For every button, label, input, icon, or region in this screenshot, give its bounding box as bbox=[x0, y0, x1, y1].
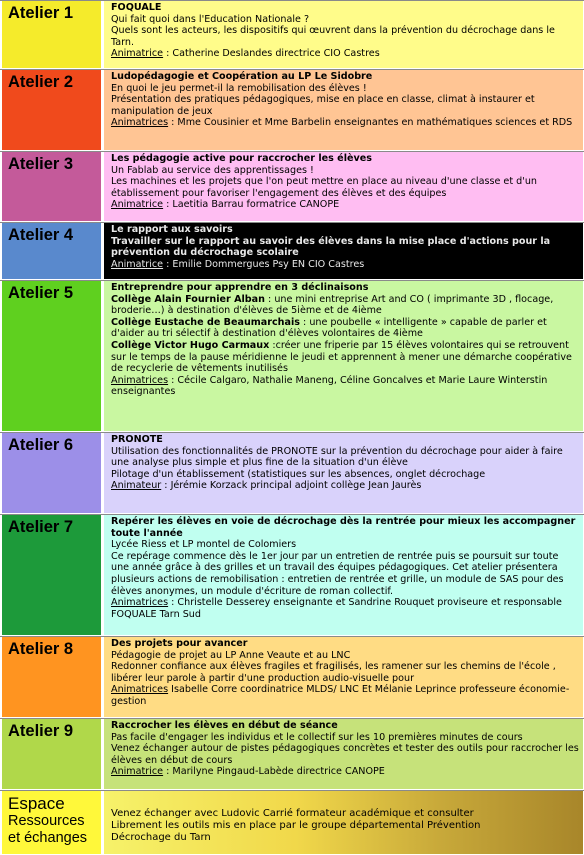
espace-label-line-1: Espace bbox=[8, 794, 65, 813]
espace-line-1: Venez échanger avec Ludovic Carrié formateur académique et consulter bbox=[111, 808, 474, 819]
row-separator bbox=[0, 636, 584, 637]
atelier-2-label: Atelier 2 bbox=[2, 70, 102, 150]
atelier-4-label: Atelier 4 bbox=[2, 223, 102, 279]
atelier-9-line-1: Pas facile d'engager les individus et le collectif sur les 10 premières minutes de cours bbox=[111, 731, 523, 743]
atelier-3-animator-text: : Laetitia Barrau formatrice CANOPE bbox=[163, 199, 340, 211]
atelier-2-line-2: Présentation des pratiques pédagogiques, mise en place en classe, climat à instaurer et manipulation de jeux bbox=[111, 94, 535, 117]
atelier-7-row bbox=[0, 514, 584, 636]
row-separator bbox=[0, 790, 584, 791]
atelier-3-line-1: Un Fablab au service des apprentissages ! bbox=[111, 164, 314, 176]
row-separator bbox=[0, 0, 584, 1]
espace-label-line-2: Ressources bbox=[8, 813, 85, 829]
atelier-8-content bbox=[104, 637, 583, 717]
atelier-7-line-1: Lycée Riess et LP montel de Colomiers bbox=[111, 539, 297, 551]
row-separator bbox=[0, 432, 584, 433]
atelier-7-label: Atelier 7 bbox=[2, 515, 102, 635]
atelier-9-line-2: Venez échanger autour de pistes pédagogiques concrètes et tester des outils pour raccrocher les élèves en début de cours bbox=[111, 743, 579, 766]
atelier-4-title: Le rapport aux savoirs bbox=[111, 224, 233, 235]
atelier-5-school-3-name: Collège Victor Hugo Carmaux bbox=[111, 339, 270, 351]
atelier-9-row bbox=[0, 718, 584, 790]
atelier-9-content bbox=[104, 719, 583, 789]
atelier-1-content bbox=[104, 1, 583, 68]
atelier-9-animator-text: : Marilyne Pingaud-Labède directrice CANOPE bbox=[163, 766, 385, 778]
row-separator bbox=[0, 280, 584, 281]
atelier-5-school-2-text: : une poubelle « intelligente » capable de parler et d'aider au tri sélectif à destination d'élèves volontaires de 4ième bbox=[111, 316, 547, 340]
atelier-1-animator-label: Animatrice bbox=[111, 48, 164, 60]
atelier-4-line-1: Travailler sur le rapport au savoir des élèves dans la mise place d'actions pour la prévention du décrochage scolaire bbox=[111, 235, 551, 259]
atelier-7-title: Repérer les élèves en voie de décrochage dès la rentrée pour mieux les accompagner toute l'année bbox=[111, 516, 576, 539]
atelier-1-row bbox=[0, 0, 584, 69]
atelier-2-line-1: En quoi le jeu permet-il la remobilisation des élèves ! bbox=[111, 82, 367, 94]
atelier-8-line-2: Redonner confiance aux élèves fragiles et fragilisés, les ramener sur les chemins de l'école , libérer leur parole à partir d'une production audio-visuelle pour bbox=[111, 661, 556, 684]
atelier-9-label: Atelier 9 bbox=[2, 719, 102, 789]
atelier-6-content bbox=[104, 433, 583, 513]
atelier-8-animator-label: Animatrices bbox=[111, 684, 169, 696]
atelier-2-animator-label: Animatrices bbox=[111, 117, 169, 129]
atelier-2-title: Ludopédagogie et Coopération au LP Le Sidobre bbox=[111, 71, 373, 82]
atelier-1-animator bbox=[111, 48, 579, 60]
row-separator bbox=[0, 514, 584, 515]
atelier-8-row bbox=[0, 636, 584, 718]
espace-label-line-3: et échanges bbox=[8, 830, 88, 846]
atelier-3-animator bbox=[111, 199, 579, 211]
atelier-5-animator bbox=[111, 375, 579, 398]
atelier-7-animator-label: Animatrices bbox=[111, 597, 169, 609]
espace-ressources-content bbox=[104, 791, 583, 854]
atelier-3-label: Atelier 3 bbox=[2, 152, 102, 221]
atelier-1-animator-text: : Catherine Deslandes directrice CIO Castres bbox=[163, 48, 380, 60]
atelier-2-row bbox=[0, 69, 584, 151]
atelier-5-school-1 bbox=[111, 294, 579, 317]
atelier-9-animator bbox=[111, 766, 579, 778]
atelier-2-animator-text: : Mme Cousinier et Mme Barbelin enseignantes en mathématiques sciences et RDS bbox=[168, 117, 573, 129]
atelier-3-animator-label: Animatrice bbox=[111, 199, 164, 211]
atelier-6-line-1: Utilisation des fonctionnalités de PRONOTE sur la prévention du décrochage pour aider à faire une analyse plus simple et plus fine de la situation d'un élève bbox=[111, 445, 563, 469]
atelier-2-content bbox=[104, 70, 583, 150]
atelier-3-line-2: Les machines et les projets que l'on peut mettre en place au niveau d'une classe et d'un établissement pour favoriser l'engagement des élèves et des équipes bbox=[111, 176, 538, 199]
atelier-7-animator-text: : Christelle Desserey enseignante et Sandrine Rouquet proviseure et responsable FOQUALE Tarn Sud bbox=[111, 597, 562, 620]
atelier-4-animator-label: Animatrice bbox=[111, 258, 164, 270]
row-separator bbox=[0, 718, 584, 719]
atelier-4-content bbox=[104, 223, 583, 279]
espace-ressources-row bbox=[0, 790, 584, 855]
atelier-5-school-1-name: Collège Alain Fournier Alban bbox=[111, 293, 265, 305]
atelier-5-content bbox=[104, 281, 583, 431]
atelier-5-school-3-text: :créer une friperie par 15 élèves volontaires qui se retrouvent sur le temps de la pause méridienne le jeudi et apprennent à mener une démarche coopérative de recyclerie de vêtements inutilisés bbox=[111, 339, 572, 375]
atelier-6-animator-label: Animateur bbox=[111, 480, 162, 492]
atelier-7-animator bbox=[111, 597, 579, 620]
atelier-5-school-2 bbox=[111, 317, 579, 340]
atelier-6-animator bbox=[111, 480, 579, 492]
atelier-9-title: Raccrocher les élèves en début de séance bbox=[111, 720, 338, 731]
atelier-3-row bbox=[0, 151, 584, 222]
atelier-6-animator-text: : Jérémie Korzack principal adjoint collège Jean Jaurès bbox=[161, 480, 422, 492]
atelier-6-title: PRONOTE bbox=[111, 434, 163, 445]
atelier-5-school-1-text: : une mini entreprise Art and CO ( imprimante 3D , flocage, broderie…) à destination d'élèves de 5ième et de 4ième bbox=[111, 293, 554, 317]
atelier-5-animator-text: : Cécile Calgaro, Nathalie Maneng, Céline Goncalves et Marie Laure Winterstin enseignantes bbox=[111, 374, 548, 398]
espace-ressources-label bbox=[2, 791, 102, 854]
espace-line-2: Librement les outils mis en place par le groupe départemental Prévention bbox=[111, 820, 481, 831]
atelier-8-title: Des projets pour avancer bbox=[111, 638, 248, 649]
atelier-5-school-3 bbox=[111, 340, 579, 375]
atelier-9-animator-label: Animatrice bbox=[111, 766, 164, 778]
atelier-8-animator bbox=[111, 684, 579, 707]
atelier-4-row bbox=[0, 222, 584, 280]
atelier-5-row bbox=[0, 280, 584, 432]
atelier-5-school-2-name: Collège Eustache de Beaumarchais bbox=[111, 316, 300, 328]
atelier-5-label: Atelier 5 bbox=[2, 281, 102, 431]
atelier-7-content bbox=[104, 515, 583, 635]
row-separator bbox=[0, 69, 584, 70]
atelier-8-label: Atelier 8 bbox=[2, 637, 102, 717]
atelier-4-animator-text: : Emilie Dommergues Psy EN CIO Castres bbox=[163, 258, 365, 270]
espace-line-3: Décrochage du Tarn bbox=[111, 832, 211, 843]
atelier-4-animator bbox=[111, 259, 579, 271]
atelier-6-row bbox=[0, 432, 584, 514]
atelier-1-title: FOQUALE bbox=[111, 2, 162, 13]
atelier-6-line-2: Pilotage d'un établissement (statistiques sur les absences, onglet décrochage bbox=[111, 468, 486, 480]
atelier-5-animator-label: Animatrices bbox=[111, 374, 169, 386]
atelier-2-animator bbox=[111, 117, 579, 129]
row-separator bbox=[0, 222, 584, 223]
atelier-8-line-1: Pédagogie de projet au LP Anne Veaute et au LNC bbox=[111, 649, 351, 661]
atelier-1-line-1: Qui fait quoi dans l'Education Nationale ? bbox=[111, 13, 310, 25]
atelier-1-line-2: Quels sont les acteurs, les dispositifs qui œuvrent dans la prévention du décrochage dans le Tarn. bbox=[111, 25, 555, 48]
atelier-3-title: Les pédagogie active pour raccrocher les élèves bbox=[111, 153, 372, 164]
atelier-7-line-2: Ce repérage commence dès le 1er jour par un entretien de rentrée puis se poursuit sur toute une année grâce à des grilles et un travail des équipes pédagogiques. Cet atelier présentera plusieurs actions de remobilisation : entretien de rentrée et grille, un module de SAS pour des élèves anonymes, un module d'écriture de roman collectif. bbox=[111, 550, 564, 597]
atelier-3-content bbox=[104, 152, 583, 221]
atelier-8-animator-text: Isabelle Corre coordinatrice MLDS/ LNC Et Mélanie Leprince professeure économie-gestion bbox=[111, 684, 570, 707]
row-separator bbox=[0, 151, 584, 152]
atelier-1-label: Atelier 1 bbox=[2, 1, 102, 68]
atelier-6-label: Atelier 6 bbox=[2, 433, 102, 513]
atelier-5-title: Entreprendre pour apprendre en 3 déclinaisons bbox=[111, 282, 369, 293]
